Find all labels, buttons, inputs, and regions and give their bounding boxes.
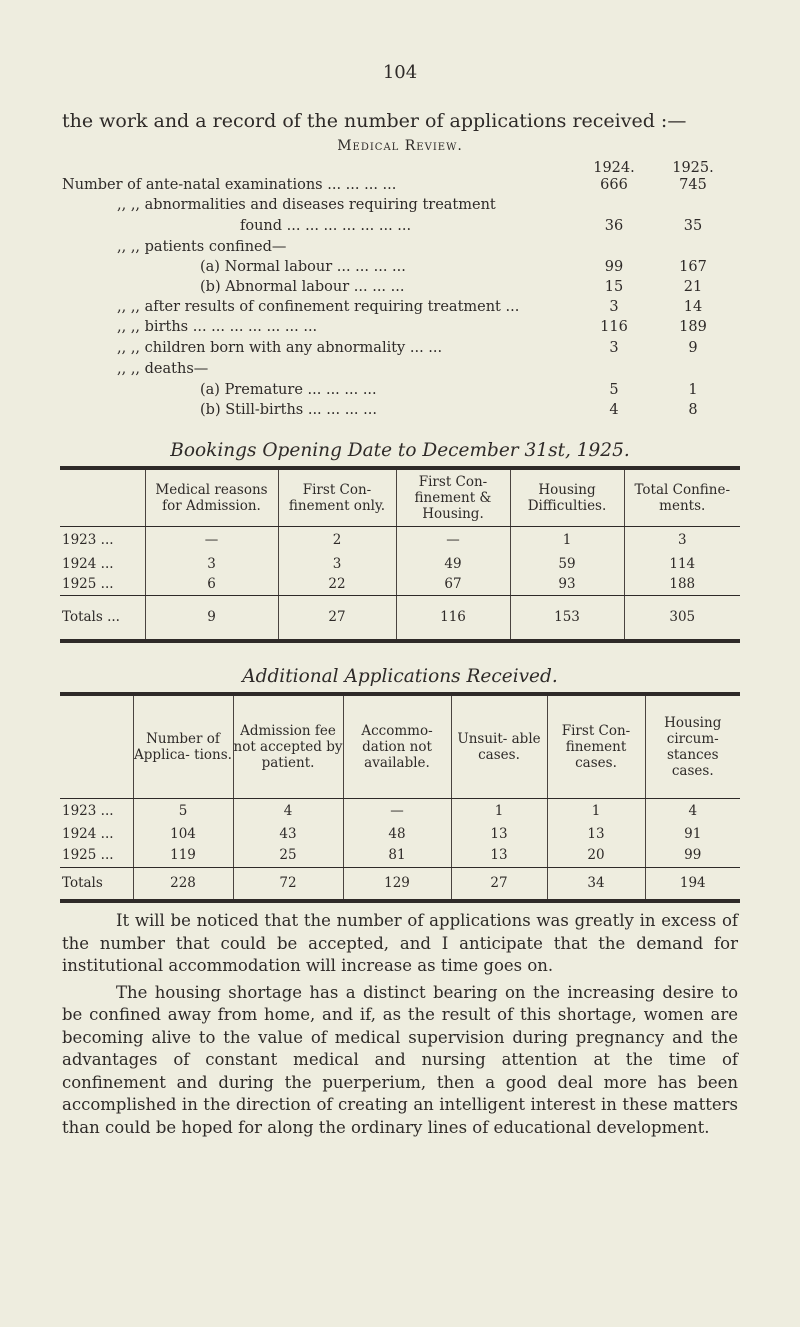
table-cell: 1 (510, 526, 624, 554)
table-cell: 48 (343, 824, 451, 843)
review-row-1924: 3 (609, 299, 619, 315)
table-cell: 93 (510, 573, 624, 595)
table-cell: 25 (233, 843, 343, 867)
table-cell: 1 (547, 798, 645, 824)
review-row-1925: 1 (688, 382, 698, 398)
total-cell: 153 (510, 595, 624, 641)
row-year: 1923 ... (62, 803, 114, 820)
table-cell: 13 (451, 843, 547, 867)
review-row-1925: 21 (683, 279, 703, 295)
table-cell: 3 (145, 554, 278, 573)
bookings-header-housing: Housing Difficulties. (510, 468, 624, 526)
paragraph: The housing shortage has a distinct bearing on the increasing desire to be confined away from home, and if, as the result of this shortage, women are becoming alive to the value of medical supervision during pregnancy and the advantages of constant medical and nursing attention at the time of confinement and during the puerperium, then a good deal more has been accomplished in the direction of creating an intelligent interest in these matters than could be hoped for along the ordinary lines of educational development. (62, 982, 738, 1137)
review-row-1924: 666 (600, 177, 628, 193)
table-row (60, 526, 740, 554)
table-cell: 81 (343, 843, 451, 867)
review-row-label: (b) Abnormal labour ... ... ... (200, 279, 405, 295)
table-row (60, 554, 740, 573)
total-cell: 116 (396, 595, 510, 641)
review-row-label: ,, ,, patients confined— (117, 239, 287, 255)
review-row-1925: 9 (688, 340, 698, 356)
apps-header-first: First Con- finement cases. (547, 694, 645, 798)
total-cell: 305 (624, 595, 740, 641)
table-cell: 114 (624, 554, 740, 573)
row-year: 1924 ... (62, 825, 114, 842)
review-row-1925: 14 (683, 299, 703, 315)
table-cell: 43 (233, 824, 343, 843)
bookings-header-first-housing: First Con- finement & Housing. (396, 468, 510, 526)
table-cell: 5 (133, 798, 233, 824)
apps-header-accommodation: Accommo- dation not available. (343, 694, 451, 798)
table-cell: 188 (624, 573, 740, 595)
year-1925-header: 1925. (672, 160, 714, 176)
table-cell: 3 (278, 554, 396, 573)
body-text (62, 910, 738, 1139)
row-year: 1924 ... (62, 555, 114, 572)
table-cell: 119 (133, 843, 233, 867)
review-row-1924: 116 (600, 319, 628, 335)
row-year: 1923 ... (62, 532, 114, 549)
review-row-1924: 99 (604, 259, 624, 275)
table-cell: — (396, 526, 510, 554)
intro-line: the work and a record of the number of applications received :— (62, 110, 687, 132)
bookings-table (60, 466, 740, 643)
table-cell: 49 (396, 554, 510, 573)
table-cell: 20 (547, 843, 645, 867)
total-cell: 72 (233, 867, 343, 901)
apps-header-housing: Housing circum- stances cases. (645, 694, 740, 798)
table-cell: 1 (451, 798, 547, 824)
apps-header-number: Number of Applica- tions. (133, 694, 233, 798)
review-row-1925: 35 (683, 218, 703, 234)
table-cell: 4 (233, 798, 343, 824)
table-row (60, 843, 740, 867)
table-cell: — (145, 526, 278, 554)
table-cell: 104 (133, 824, 233, 843)
review-row-label: ,, ,, births ... ... ... ... ... ... ... (117, 319, 318, 335)
review-row-label: ,, ,, deaths— (117, 361, 209, 377)
row-year: 1925 ... (60, 843, 133, 867)
table-cell: 2 (278, 526, 396, 554)
review-row-1924: 4 (609, 402, 619, 418)
totals-row (60, 595, 740, 641)
table-cell: 4 (645, 798, 740, 824)
apps-header-fee: Admission fee not accepted by patient. (233, 694, 343, 798)
bookings-header-total: Total Confine- ments. (624, 468, 740, 526)
table-cell: 6 (145, 573, 278, 595)
review-row-1925: 745 (679, 177, 707, 193)
year-1924-header: 1924. (593, 160, 635, 176)
review-row-1924: 5 (609, 382, 619, 398)
table-row (60, 824, 740, 843)
review-row-label: (a) Premature ... ... ... ... (200, 382, 377, 398)
total-cell: 34 (547, 867, 645, 901)
table-cell: 22 (278, 573, 396, 595)
review-row-label: ,, ,, abnormalities and diseases requiring treatment (117, 197, 496, 213)
totals-row (60, 867, 740, 901)
table-cell: 59 (510, 554, 624, 573)
review-row-label: (b) Still-births ... ... ... ... (200, 402, 377, 418)
table-cell: 13 (547, 824, 645, 843)
bookings-header-first-only: First Con- finement only. (278, 468, 396, 526)
review-row-1925: 189 (679, 319, 707, 335)
apps-header-unsuitable: Unsuit- able cases. (451, 694, 547, 798)
table-cell: — (343, 798, 451, 824)
review-row-label: found ... ... ... ... ... ... ... (240, 218, 412, 234)
table-cell: 3 (624, 526, 740, 554)
review-row-label: ,, ,, after results of confinement requiring treatment ... (117, 299, 520, 315)
total-cell: 228 (133, 867, 233, 901)
paragraph: It will be noticed that the number of applications was greatly in excess of the number that could be accepted, and I anticipate that the demand for institutional accommodation will increase as time goes on. (62, 911, 738, 975)
totals-label: Totals (60, 867, 133, 901)
review-row-1924: 15 (604, 279, 624, 295)
table-cell: 91 (645, 824, 740, 843)
review-row-1924: 3 (609, 340, 619, 356)
totals-label: Totals ... (60, 595, 145, 641)
total-cell: 194 (645, 867, 740, 901)
review-row-1925: 8 (688, 402, 698, 418)
review-row-1924: 36 (604, 218, 624, 234)
review-row-label: ,, ,, children born with any abnormality ... ... (117, 340, 443, 356)
bookings-title: Bookings Opening Date to December 31st, 1925. (170, 440, 630, 461)
review-row-label: (a) Normal labour ... ... ... ... (200, 259, 406, 275)
applications-table (60, 692, 740, 903)
total-cell: 129 (343, 867, 451, 901)
bookings-header-medical: Medical reasons for Admission. (145, 468, 278, 526)
total-cell: 27 (451, 867, 547, 901)
table-row (60, 573, 740, 595)
page-number: 104 (382, 62, 418, 83)
row-year: 1925 ... (60, 573, 145, 595)
table-cell: 67 (396, 573, 510, 595)
table-row (60, 798, 740, 824)
review-row-1925: 167 (679, 259, 707, 275)
review-row-label: Number of ante-natal examinations ... ... ... ... (62, 177, 397, 193)
table-cell: 99 (645, 843, 740, 867)
medical-review-title: Medical Review. (337, 138, 463, 154)
total-cell: 27 (278, 595, 396, 641)
table-cell: 13 (451, 824, 547, 843)
applications-title: Additional Applications Received. (242, 666, 558, 687)
total-cell: 9 (145, 595, 278, 641)
